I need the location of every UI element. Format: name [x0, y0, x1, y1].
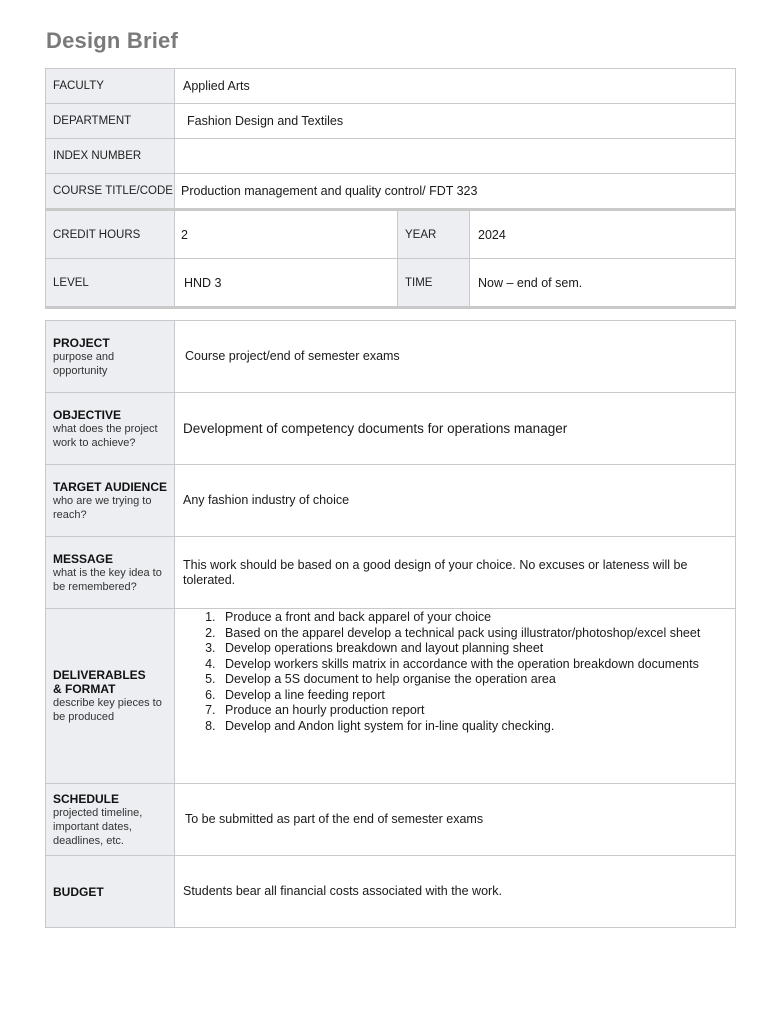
deliverables-format-heading: & FORMAT — [53, 682, 116, 696]
message-label — [46, 537, 175, 609]
budget-row — [46, 856, 736, 928]
message-heading: MESSAGE — [53, 551, 114, 566]
target-audience-heading: TARGET AUDIENCE — [53, 479, 167, 494]
list-item: 6. Develop a line feeding report — [219, 688, 721, 704]
project-subtext: purpose and opportunity — [53, 350, 115, 377]
project-label — [46, 321, 175, 393]
deliverables-row — [46, 609, 736, 784]
message-subtext: what is the key idea to be remembered? — [53, 566, 162, 593]
project-row — [46, 321, 736, 393]
budget-label — [46, 856, 175, 928]
course-row — [46, 174, 736, 210]
list-item: 3. Develop operations breakdown and layout planning sheet — [219, 641, 721, 657]
schedule-row — [46, 784, 736, 856]
objective-row — [46, 393, 736, 465]
year-label: YEAR — [398, 210, 470, 259]
department-value: Fashion Design and Textiles — [175, 104, 736, 139]
deliverables-subtext: describe key pieces to be produced — [53, 697, 162, 723]
design-brief-table — [45, 320, 736, 928]
target-audience-label — [46, 465, 175, 537]
list-item: 2. Based on the apparel develop a technical pack using illustrator/photoshop/excel sheet — [219, 626, 721, 642]
time-value: Now – end of sem. — [470, 259, 736, 308]
course-label: COURSE TITLE/CODE — [46, 174, 175, 210]
level-label: LEVEL — [46, 259, 175, 308]
list-item: 7. Produce an hourly production report — [219, 703, 721, 719]
credit-year-row — [46, 210, 736, 259]
message-value: This work should be based on a good design of your choice. No excuses or lateness will be tolerated. — [175, 537, 736, 609]
target-audience-value: Any fashion industry of choice — [175, 465, 736, 537]
objective-subtext: what does the project work to achieve? — [53, 422, 158, 449]
budget-value: Students bear all financial costs associated with the work. — [175, 856, 736, 928]
budget-heading: BUDGET — [53, 884, 104, 899]
course-info-table — [45, 68, 736, 309]
schedule-value: To be submitted as part of the end of semester exams — [175, 784, 736, 856]
faculty-row — [46, 69, 736, 104]
target-audience-subtext: who are we trying to reach? — [53, 494, 152, 521]
faculty-label: FACULTY — [46, 69, 175, 104]
deliverables-value — [175, 609, 736, 784]
list-item: 8. Develop and Andon light system for in-line quality checking. — [219, 719, 721, 735]
schedule-subtext: projected timeline, important dates, deadlines, etc. — [53, 806, 143, 847]
index-number-label: INDEX NUMBER — [46, 139, 175, 174]
project-value: Course project/end of semester exams — [175, 321, 736, 393]
message-row — [46, 537, 736, 609]
year-value: 2024 — [470, 210, 736, 259]
course-value: Production management and quality control/ FDT 323 — [175, 174, 736, 210]
page-title: Design Brief — [46, 28, 178, 53]
deliverables-list — [175, 610, 721, 734]
faculty-value: Applied Arts — [175, 69, 736, 104]
list-item: 5. Develop a 5S document to help organise the operation area — [219, 672, 721, 688]
list-item: 1. Produce a front and back apparel of your choice — [219, 610, 721, 626]
target-audience-row — [46, 465, 736, 537]
index-number-row — [46, 139, 736, 174]
schedule-label — [46, 784, 175, 856]
list-item: 4. Develop workers skills matrix in accordance with the operation breakdown documents — [219, 657, 721, 673]
level-value: HND 3 — [175, 259, 398, 308]
objective-value: Development of competency documents for operations manager — [175, 393, 736, 465]
deliverables-heading: DELIVERABLES — [53, 668, 146, 682]
credit-hours-label: CREDIT HOURS — [46, 210, 175, 259]
department-label: DEPARTMENT — [46, 104, 175, 139]
index-number-value — [175, 139, 736, 174]
objective-heading: OBJECTIVE — [53, 407, 122, 422]
credit-hours-value: 2 — [175, 210, 398, 259]
project-heading: PROJECT — [53, 335, 110, 350]
level-time-row — [46, 259, 736, 308]
objective-label — [46, 393, 175, 465]
schedule-heading: SCHEDULE — [53, 791, 120, 806]
department-row — [46, 104, 736, 139]
time-label: TIME — [398, 259, 470, 308]
deliverables-label — [46, 609, 175, 784]
